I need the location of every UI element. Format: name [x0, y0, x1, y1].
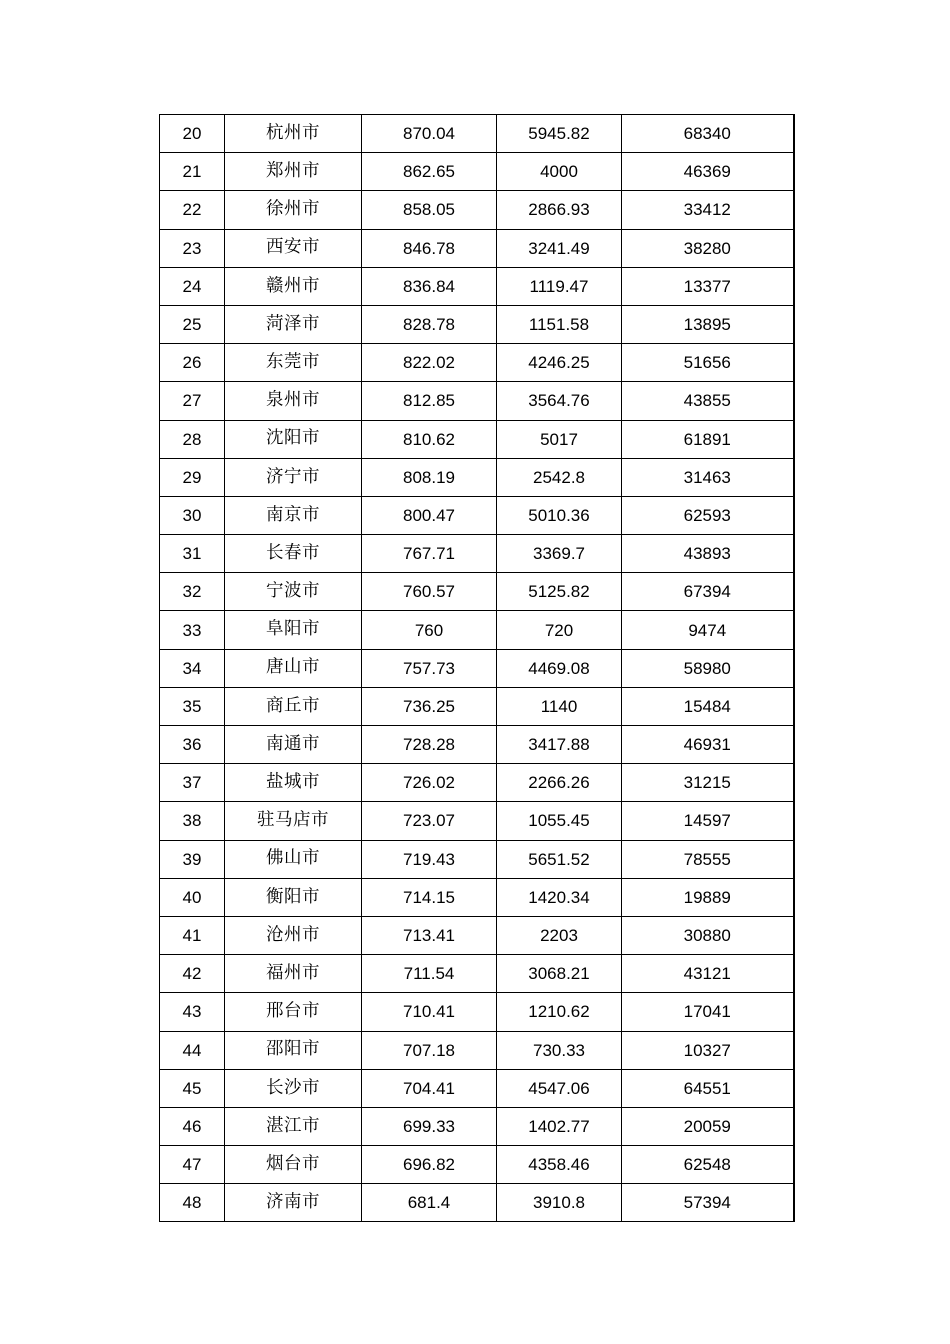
value-a-cell: 704.41	[362, 1069, 497, 1107]
value-b-cell: 3369.7	[497, 535, 622, 573]
table-row	[160, 229, 794, 267]
rank-cell: 38	[160, 802, 225, 840]
value-b-cell: 1420.34	[497, 878, 622, 916]
table-row	[160, 153, 794, 191]
rank-cell: 40	[160, 878, 225, 916]
city-cell: 唐山市	[225, 649, 362, 687]
rank-cell: 34	[160, 649, 225, 687]
table-row	[160, 1069, 794, 1107]
value-c-cell: 38280	[622, 229, 794, 267]
value-c-cell: 43855	[622, 382, 794, 420]
value-c-cell: 67394	[622, 573, 794, 611]
city-cell: 商丘市	[225, 687, 362, 725]
value-a-cell: 726.02	[362, 764, 497, 802]
value-b-cell: 4547.06	[497, 1069, 622, 1107]
city-cell: 济宁市	[225, 458, 362, 496]
value-a-cell: 681.4	[362, 1184, 497, 1222]
city-cell: 阜阳市	[225, 611, 362, 649]
value-b-cell: 730.33	[497, 1031, 622, 1069]
rank-cell: 46	[160, 1107, 225, 1145]
rank-cell: 37	[160, 764, 225, 802]
rank-cell: 33	[160, 611, 225, 649]
table-row	[160, 382, 794, 420]
value-b-cell: 2866.93	[497, 191, 622, 229]
value-a-cell: 828.78	[362, 305, 497, 343]
value-a-cell: 728.28	[362, 726, 497, 764]
table-row	[160, 611, 794, 649]
rank-cell: 48	[160, 1184, 225, 1222]
rank-cell: 27	[160, 382, 225, 420]
city-cell: 盐城市	[225, 764, 362, 802]
city-cell: 济南市	[225, 1184, 362, 1222]
value-b-cell: 3910.8	[497, 1184, 622, 1222]
value-c-cell: 62548	[622, 1146, 794, 1184]
value-a-cell: 757.73	[362, 649, 497, 687]
value-c-cell: 78555	[622, 840, 794, 878]
table-row	[160, 535, 794, 573]
table-row	[160, 1107, 794, 1145]
value-b-cell: 1151.58	[497, 305, 622, 343]
city-cell: 菏泽市	[225, 305, 362, 343]
value-a-cell: 810.62	[362, 420, 497, 458]
table-row	[160, 458, 794, 496]
table-row	[160, 305, 794, 343]
table-row	[160, 1031, 794, 1069]
value-b-cell: 1402.77	[497, 1107, 622, 1145]
value-b-cell: 3068.21	[497, 955, 622, 993]
table-row	[160, 649, 794, 687]
value-c-cell: 31463	[622, 458, 794, 496]
value-a-cell: 710.41	[362, 993, 497, 1031]
value-c-cell: 64551	[622, 1069, 794, 1107]
value-a-cell: 808.19	[362, 458, 497, 496]
city-cell: 福州市	[225, 955, 362, 993]
city-cell: 衡阳市	[225, 878, 362, 916]
table-row	[160, 115, 794, 153]
value-a-cell: 736.25	[362, 687, 497, 725]
value-c-cell: 68340	[622, 115, 794, 153]
value-b-cell: 5017	[497, 420, 622, 458]
rank-cell: 22	[160, 191, 225, 229]
value-b-cell: 4469.08	[497, 649, 622, 687]
value-a-cell: 696.82	[362, 1146, 497, 1184]
value-c-cell: 61891	[622, 420, 794, 458]
value-a-cell: 723.07	[362, 802, 497, 840]
city-cell: 赣州市	[225, 267, 362, 305]
value-c-cell: 51656	[622, 344, 794, 382]
table-row	[160, 496, 794, 534]
rank-cell: 30	[160, 496, 225, 534]
value-c-cell: 19889	[622, 878, 794, 916]
value-b-cell: 1119.47	[497, 267, 622, 305]
city-cell: 宁波市	[225, 573, 362, 611]
city-cell: 佛山市	[225, 840, 362, 878]
rank-cell: 35	[160, 687, 225, 725]
rank-cell: 23	[160, 229, 225, 267]
city-cell: 杭州市	[225, 115, 362, 153]
value-b-cell: 5945.82	[497, 115, 622, 153]
value-a-cell: 822.02	[362, 344, 497, 382]
city-cell: 长沙市	[225, 1069, 362, 1107]
table-body	[160, 115, 794, 1222]
value-b-cell: 2542.8	[497, 458, 622, 496]
value-b-cell: 4246.25	[497, 344, 622, 382]
value-b-cell: 3417.88	[497, 726, 622, 764]
value-a-cell: 836.84	[362, 267, 497, 305]
table-row	[160, 993, 794, 1031]
rank-cell: 24	[160, 267, 225, 305]
value-c-cell: 15484	[622, 687, 794, 725]
rank-cell: 41	[160, 916, 225, 954]
value-b-cell: 5010.36	[497, 496, 622, 534]
rank-cell: 26	[160, 344, 225, 382]
table-row	[160, 687, 794, 725]
value-b-cell: 720	[497, 611, 622, 649]
city-data-table	[159, 114, 795, 1222]
city-cell: 西安市	[225, 229, 362, 267]
rank-cell: 20	[160, 115, 225, 153]
value-c-cell: 31215	[622, 764, 794, 802]
table-row	[160, 573, 794, 611]
value-c-cell: 33412	[622, 191, 794, 229]
value-c-cell: 13377	[622, 267, 794, 305]
table-row	[160, 840, 794, 878]
value-a-cell: 713.41	[362, 916, 497, 954]
table-row	[160, 878, 794, 916]
value-b-cell: 1055.45	[497, 802, 622, 840]
value-c-cell: 13895	[622, 305, 794, 343]
table-row	[160, 916, 794, 954]
table-row	[160, 191, 794, 229]
table-row	[160, 344, 794, 382]
table-row	[160, 267, 794, 305]
rank-cell: 39	[160, 840, 225, 878]
value-a-cell: 699.33	[362, 1107, 497, 1145]
table-row	[160, 802, 794, 840]
city-cell: 南通市	[225, 726, 362, 764]
value-c-cell: 46931	[622, 726, 794, 764]
rank-cell: 21	[160, 153, 225, 191]
city-cell: 南京市	[225, 496, 362, 534]
value-b-cell: 1140	[497, 687, 622, 725]
value-a-cell: 760	[362, 611, 497, 649]
value-c-cell: 46369	[622, 153, 794, 191]
rank-cell: 47	[160, 1146, 225, 1184]
table-row	[160, 764, 794, 802]
value-b-cell: 2203	[497, 916, 622, 954]
value-b-cell: 4000	[497, 153, 622, 191]
value-c-cell: 17041	[622, 993, 794, 1031]
table-row	[160, 1146, 794, 1184]
table-row	[160, 1184, 794, 1222]
value-a-cell: 846.78	[362, 229, 497, 267]
rank-cell: 29	[160, 458, 225, 496]
rank-cell: 42	[160, 955, 225, 993]
rank-cell: 44	[160, 1031, 225, 1069]
value-c-cell: 30880	[622, 916, 794, 954]
value-b-cell: 4358.46	[497, 1146, 622, 1184]
value-a-cell: 870.04	[362, 115, 497, 153]
value-a-cell: 800.47	[362, 496, 497, 534]
value-a-cell: 711.54	[362, 955, 497, 993]
city-cell: 徐州市	[225, 191, 362, 229]
rank-cell: 43	[160, 993, 225, 1031]
value-a-cell: 858.05	[362, 191, 497, 229]
value-c-cell: 43121	[622, 955, 794, 993]
value-a-cell: 862.65	[362, 153, 497, 191]
value-c-cell: 9474	[622, 611, 794, 649]
value-c-cell: 14597	[622, 802, 794, 840]
city-cell: 邢台市	[225, 993, 362, 1031]
rank-cell: 32	[160, 573, 225, 611]
value-a-cell: 714.15	[362, 878, 497, 916]
rank-cell: 31	[160, 535, 225, 573]
value-a-cell: 812.85	[362, 382, 497, 420]
city-cell: 郑州市	[225, 153, 362, 191]
city-cell: 邵阳市	[225, 1031, 362, 1069]
city-cell: 沧州市	[225, 916, 362, 954]
value-c-cell: 10327	[622, 1031, 794, 1069]
rank-cell: 28	[160, 420, 225, 458]
city-cell: 泉州市	[225, 382, 362, 420]
value-c-cell: 43893	[622, 535, 794, 573]
table-row	[160, 955, 794, 993]
value-c-cell: 57394	[622, 1184, 794, 1222]
city-cell: 驻马店市	[225, 802, 362, 840]
value-a-cell: 719.43	[362, 840, 497, 878]
value-b-cell: 3241.49	[497, 229, 622, 267]
value-b-cell: 1210.62	[497, 993, 622, 1031]
rank-cell: 45	[160, 1069, 225, 1107]
rank-cell: 25	[160, 305, 225, 343]
table-row	[160, 726, 794, 764]
value-c-cell: 58980	[622, 649, 794, 687]
value-a-cell: 707.18	[362, 1031, 497, 1069]
value-b-cell: 5125.82	[497, 573, 622, 611]
value-a-cell: 760.57	[362, 573, 497, 611]
value-b-cell: 3564.76	[497, 382, 622, 420]
table-row	[160, 420, 794, 458]
value-a-cell: 767.71	[362, 535, 497, 573]
city-cell: 烟台市	[225, 1146, 362, 1184]
value-b-cell: 5651.52	[497, 840, 622, 878]
city-cell: 长春市	[225, 535, 362, 573]
value-b-cell: 2266.26	[497, 764, 622, 802]
city-cell: 沈阳市	[225, 420, 362, 458]
rank-cell: 36	[160, 726, 225, 764]
city-cell: 湛江市	[225, 1107, 362, 1145]
city-cell: 东莞市	[225, 344, 362, 382]
value-c-cell: 20059	[622, 1107, 794, 1145]
value-c-cell: 62593	[622, 496, 794, 534]
